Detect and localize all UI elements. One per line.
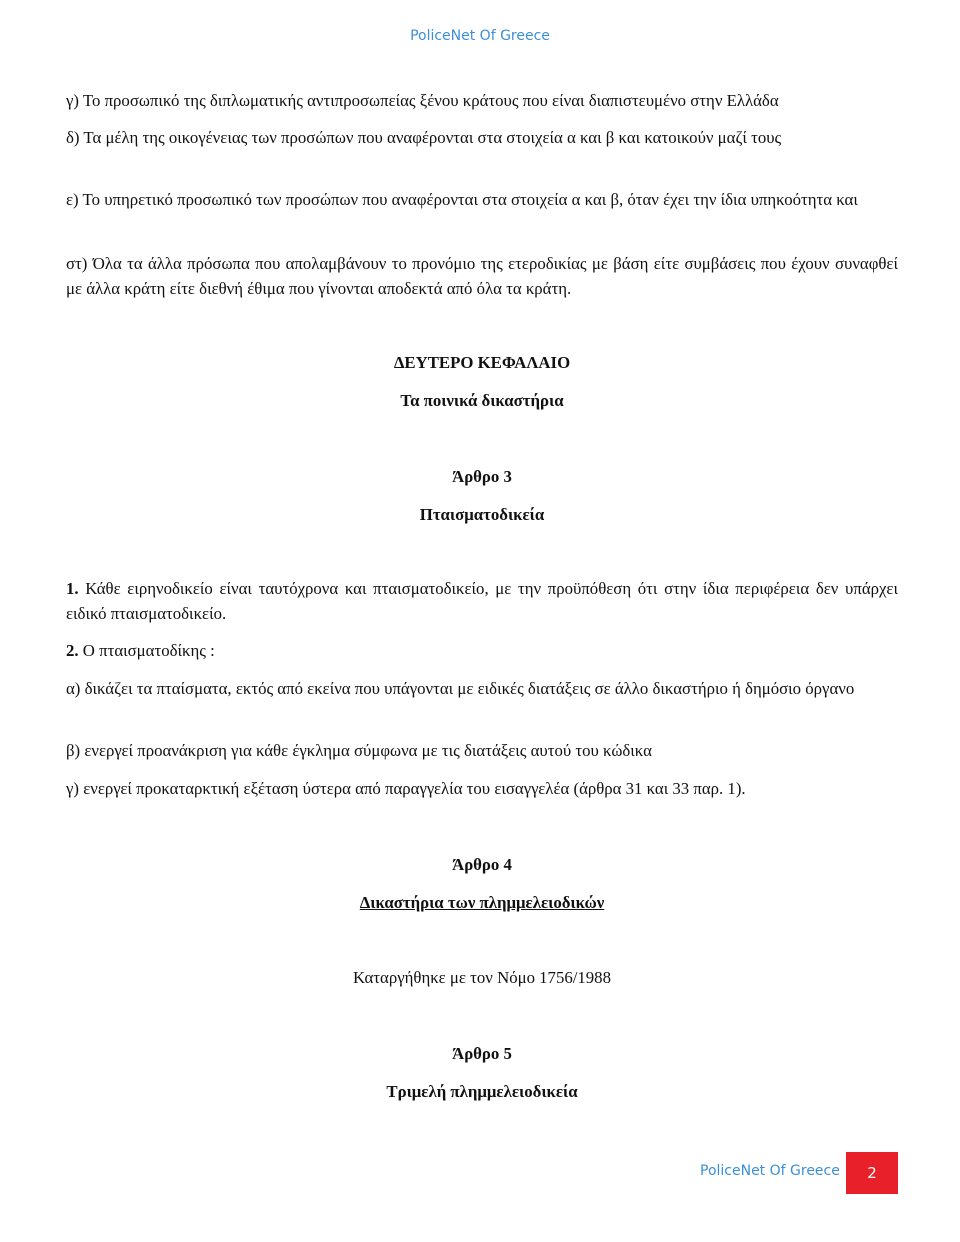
paragraph-text: Ο πταισματοδίκης : <box>78 641 215 660</box>
item-st: στ) Όλα τα άλλα πρόσωπα που απολαμβάνουν το προνόμιο της ετεροδικίας με βάση είτε συμβάσεις που έχουν συναφθεί με άλλα κράτη είτε διεθνή έθιμα που γίνονται αποδεκτά από όλα τα κράτη. <box>66 254 898 298</box>
article-5-heading: Άρθρο 5 <box>452 1044 512 1063</box>
item-g: γ) Το προσωπικό της διπλωματικής αντιπροσωπείας ξένου κράτους που είναι διαπιστευμένο στην Ελλάδα <box>66 91 779 110</box>
article-4-heading: Άρθρο 4 <box>452 855 512 874</box>
article-3-item-c: γ) ενεργεί προκαταρκτική εξέταση ύστερα από παραγγελία του εισαγγελέα (άρθρα 31 και 33 παρ. 1). <box>66 779 746 798</box>
footer-title: PoliceNet Of Greece <box>700 1163 840 1179</box>
item-e: ε) Το υπηρετικό προσωπικό των προσώπων που αναφέρονται στα στοιχεία α και β, όταν έχει την ίδια υπηκοότητα και <box>66 190 858 209</box>
article-3-item-a: α) δικάζει τα πταίσματα, εκτός από εκείνα που υπάγονται με ειδικές διατάξεις σε άλλο δικαστήριο ή δημόσιο όργανο <box>66 679 855 698</box>
paragraph-number: 2. <box>66 641 79 660</box>
article-3-paragraph-1 <box>66 576 898 626</box>
article-3-paragraph-2 <box>66 638 898 663</box>
page-number-badge: 2 <box>846 1152 898 1194</box>
chapter-title: ΔΕΥΤΕΡΟ ΚΕΦΑΛΑΙΟ <box>393 353 571 372</box>
paragraph-number: 1. <box>66 579 79 598</box>
page-header: PoliceNet Of Greece <box>410 28 550 44</box>
article-4-note: Καταργήθηκε με τον Νόμο 1756/1988 <box>353 968 611 987</box>
article-3-title: Πταισματοδικεία <box>419 505 545 524</box>
article-3-item-b: β) ενεργεί προανάκριση για κάθε έγκλημα σύμφωνα με τις διατάξεις αυτού του κώδικα <box>66 741 652 760</box>
item-d: δ) Τα μέλη της οικογένειας των προσώπων που αναφέρονται στα στοιχεία α και β και κατοικούν μαζί τους <box>66 128 782 147</box>
article-3-heading: Άρθρο 3 <box>452 467 512 486</box>
article-5-title: Τριμελή πλημμελειοδικεία <box>386 1082 578 1101</box>
article-4-title-wrap <box>66 890 898 915</box>
chapter-subtitle: Τα ποινικά δικαστήρια <box>400 391 564 410</box>
paragraph-text: Κάθε ειρηνοδικείο είναι ταυτόχρονα και πταισματοδικείο, με την προϋπόθεση ότι στην ίδια περιφέρεια δεν υπάρχει ειδικό πταισματοδικείο. <box>66 579 898 623</box>
article-4-title: Δικαστήρια των πλημμελειοδικών <box>359 893 605 912</box>
